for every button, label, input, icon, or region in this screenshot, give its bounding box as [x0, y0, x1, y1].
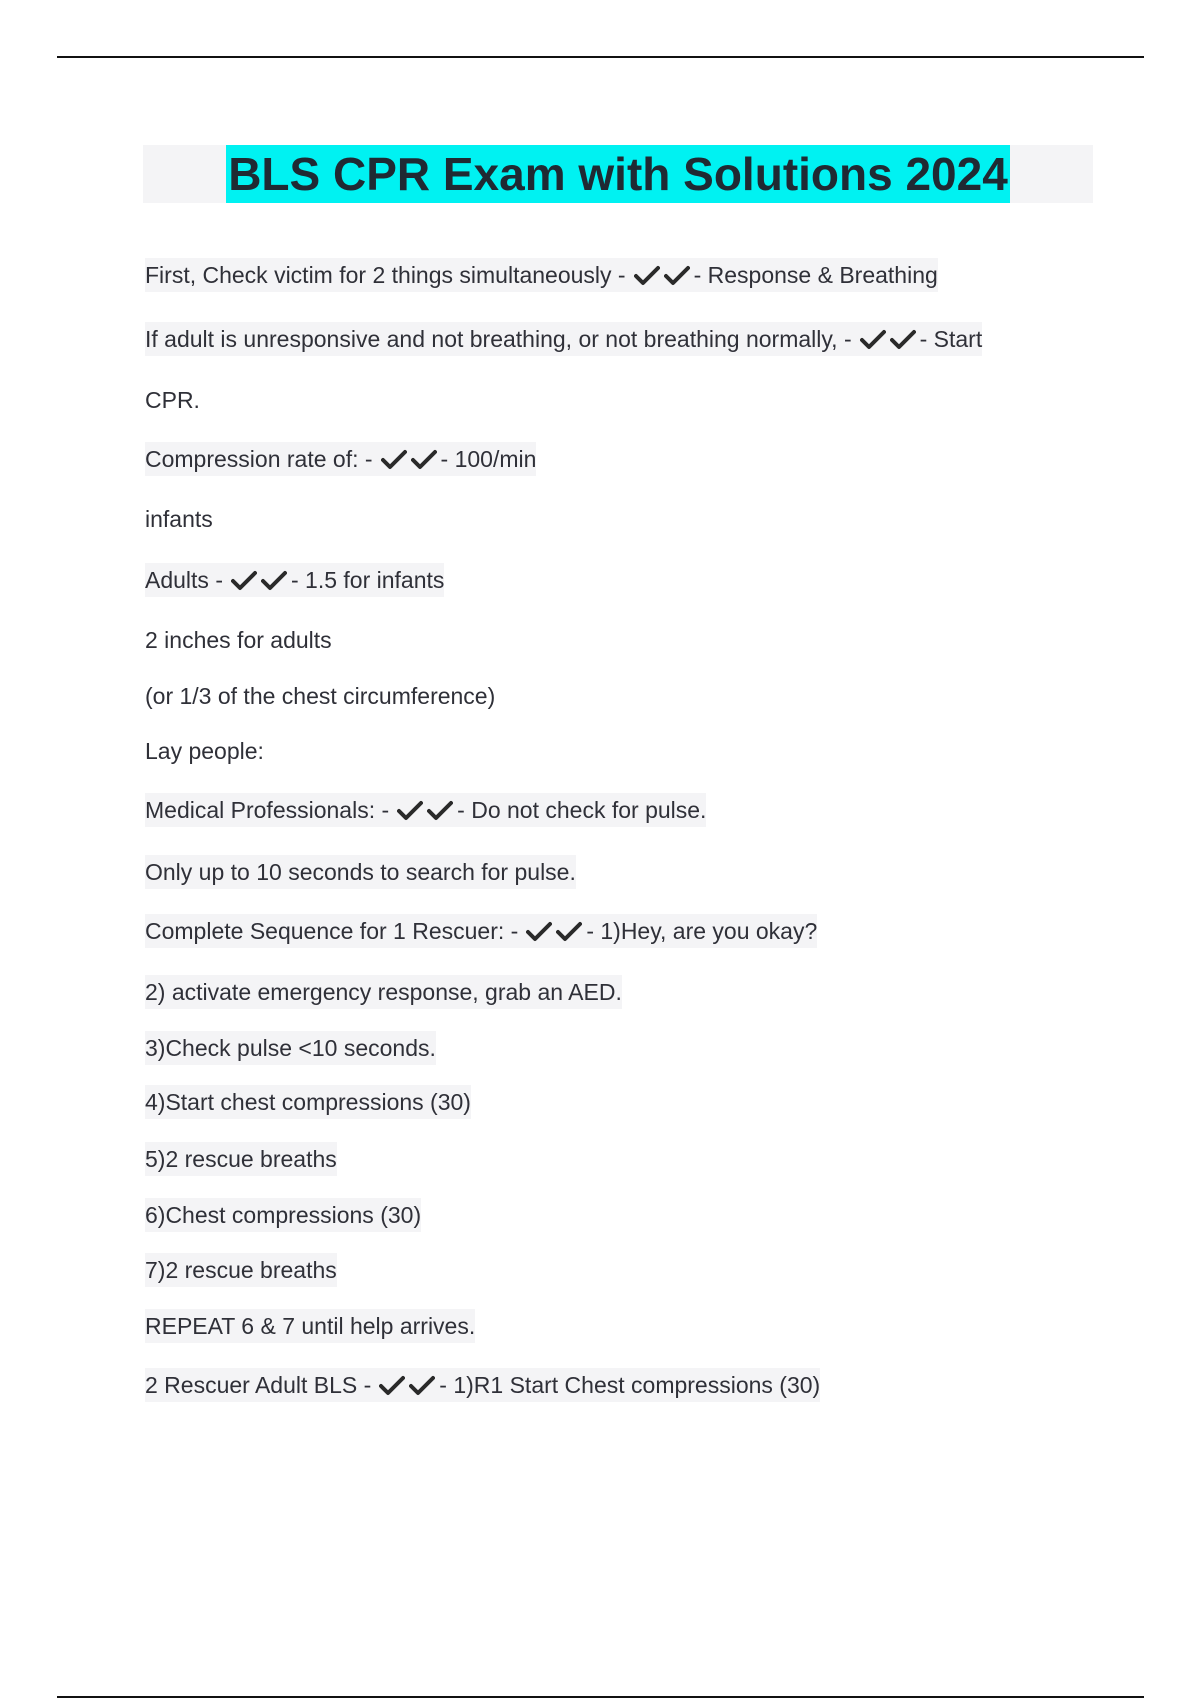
double-check-icon	[524, 914, 584, 948]
question-text: 2 Rescuer Adult BLS -	[145, 1372, 372, 1398]
text-line: REPEAT 6 & 7 until help arrives.	[145, 1309, 475, 1343]
double-check-icon	[229, 563, 289, 597]
text-line: 4)Start chest compressions (30)	[145, 1085, 471, 1119]
answer-text: - Response & Breathing	[693, 262, 938, 288]
top-rule	[57, 56, 1144, 58]
bottom-rule	[57, 1696, 1144, 1698]
question-text: First, Check victim for 2 things simultaneously -	[145, 262, 626, 288]
double-check-icon	[858, 322, 918, 356]
qa-line	[145, 1368, 820, 1402]
answer-text: - 1)Hey, are you okay?	[586, 918, 818, 944]
title-band	[143, 145, 1093, 203]
text-line: 7)2 rescue breaths	[145, 1253, 337, 1287]
double-check-icon	[632, 258, 692, 292]
qa-line	[145, 258, 938, 292]
answer-text: - 1.5 for infants	[290, 567, 445, 593]
question-text: If adult is unresponsive and not breathing, or not breathing normally, -	[145, 326, 852, 352]
double-check-icon	[377, 1368, 437, 1402]
question-text: Medical Professionals: -	[145, 797, 390, 823]
text-line: 5)2 rescue breaths	[145, 1142, 337, 1176]
qa-line	[145, 914, 817, 948]
qa-line	[145, 322, 982, 356]
answer-text: - Do not check for pulse.	[457, 797, 707, 823]
text-line: (or 1/3 of the chest circumference)	[145, 683, 496, 709]
page-title: BLS CPR Exam with Solutions 2024	[226, 145, 1010, 203]
qa-line	[145, 563, 444, 597]
text-line: 6)Chest compressions (30)	[145, 1198, 421, 1232]
question-text: Adults -	[145, 567, 223, 593]
answer-text: - 1)R1 Start Chest compressions (30)	[439, 1372, 821, 1398]
text-line: Only up to 10 seconds to search for pulse.	[145, 855, 576, 889]
double-check-icon	[395, 793, 455, 827]
text-line: 2) activate emergency response, grab an AED.	[145, 975, 622, 1009]
text-line: CPR.	[145, 387, 200, 413]
text-line: 3)Check pulse <10 seconds.	[145, 1031, 436, 1065]
text-line: infants	[145, 506, 213, 532]
answer-text: - Start	[919, 326, 983, 352]
question-text: Compression rate of: -	[145, 446, 373, 472]
answer-text: - 100/min	[440, 446, 537, 472]
text-line: Lay people:	[145, 738, 264, 764]
qa-line	[145, 793, 706, 827]
qa-line	[145, 442, 536, 476]
text-line: 2 inches for adults	[145, 627, 332, 653]
question-text: Complete Sequence for 1 Rescuer: -	[145, 918, 519, 944]
double-check-icon	[379, 442, 439, 476]
